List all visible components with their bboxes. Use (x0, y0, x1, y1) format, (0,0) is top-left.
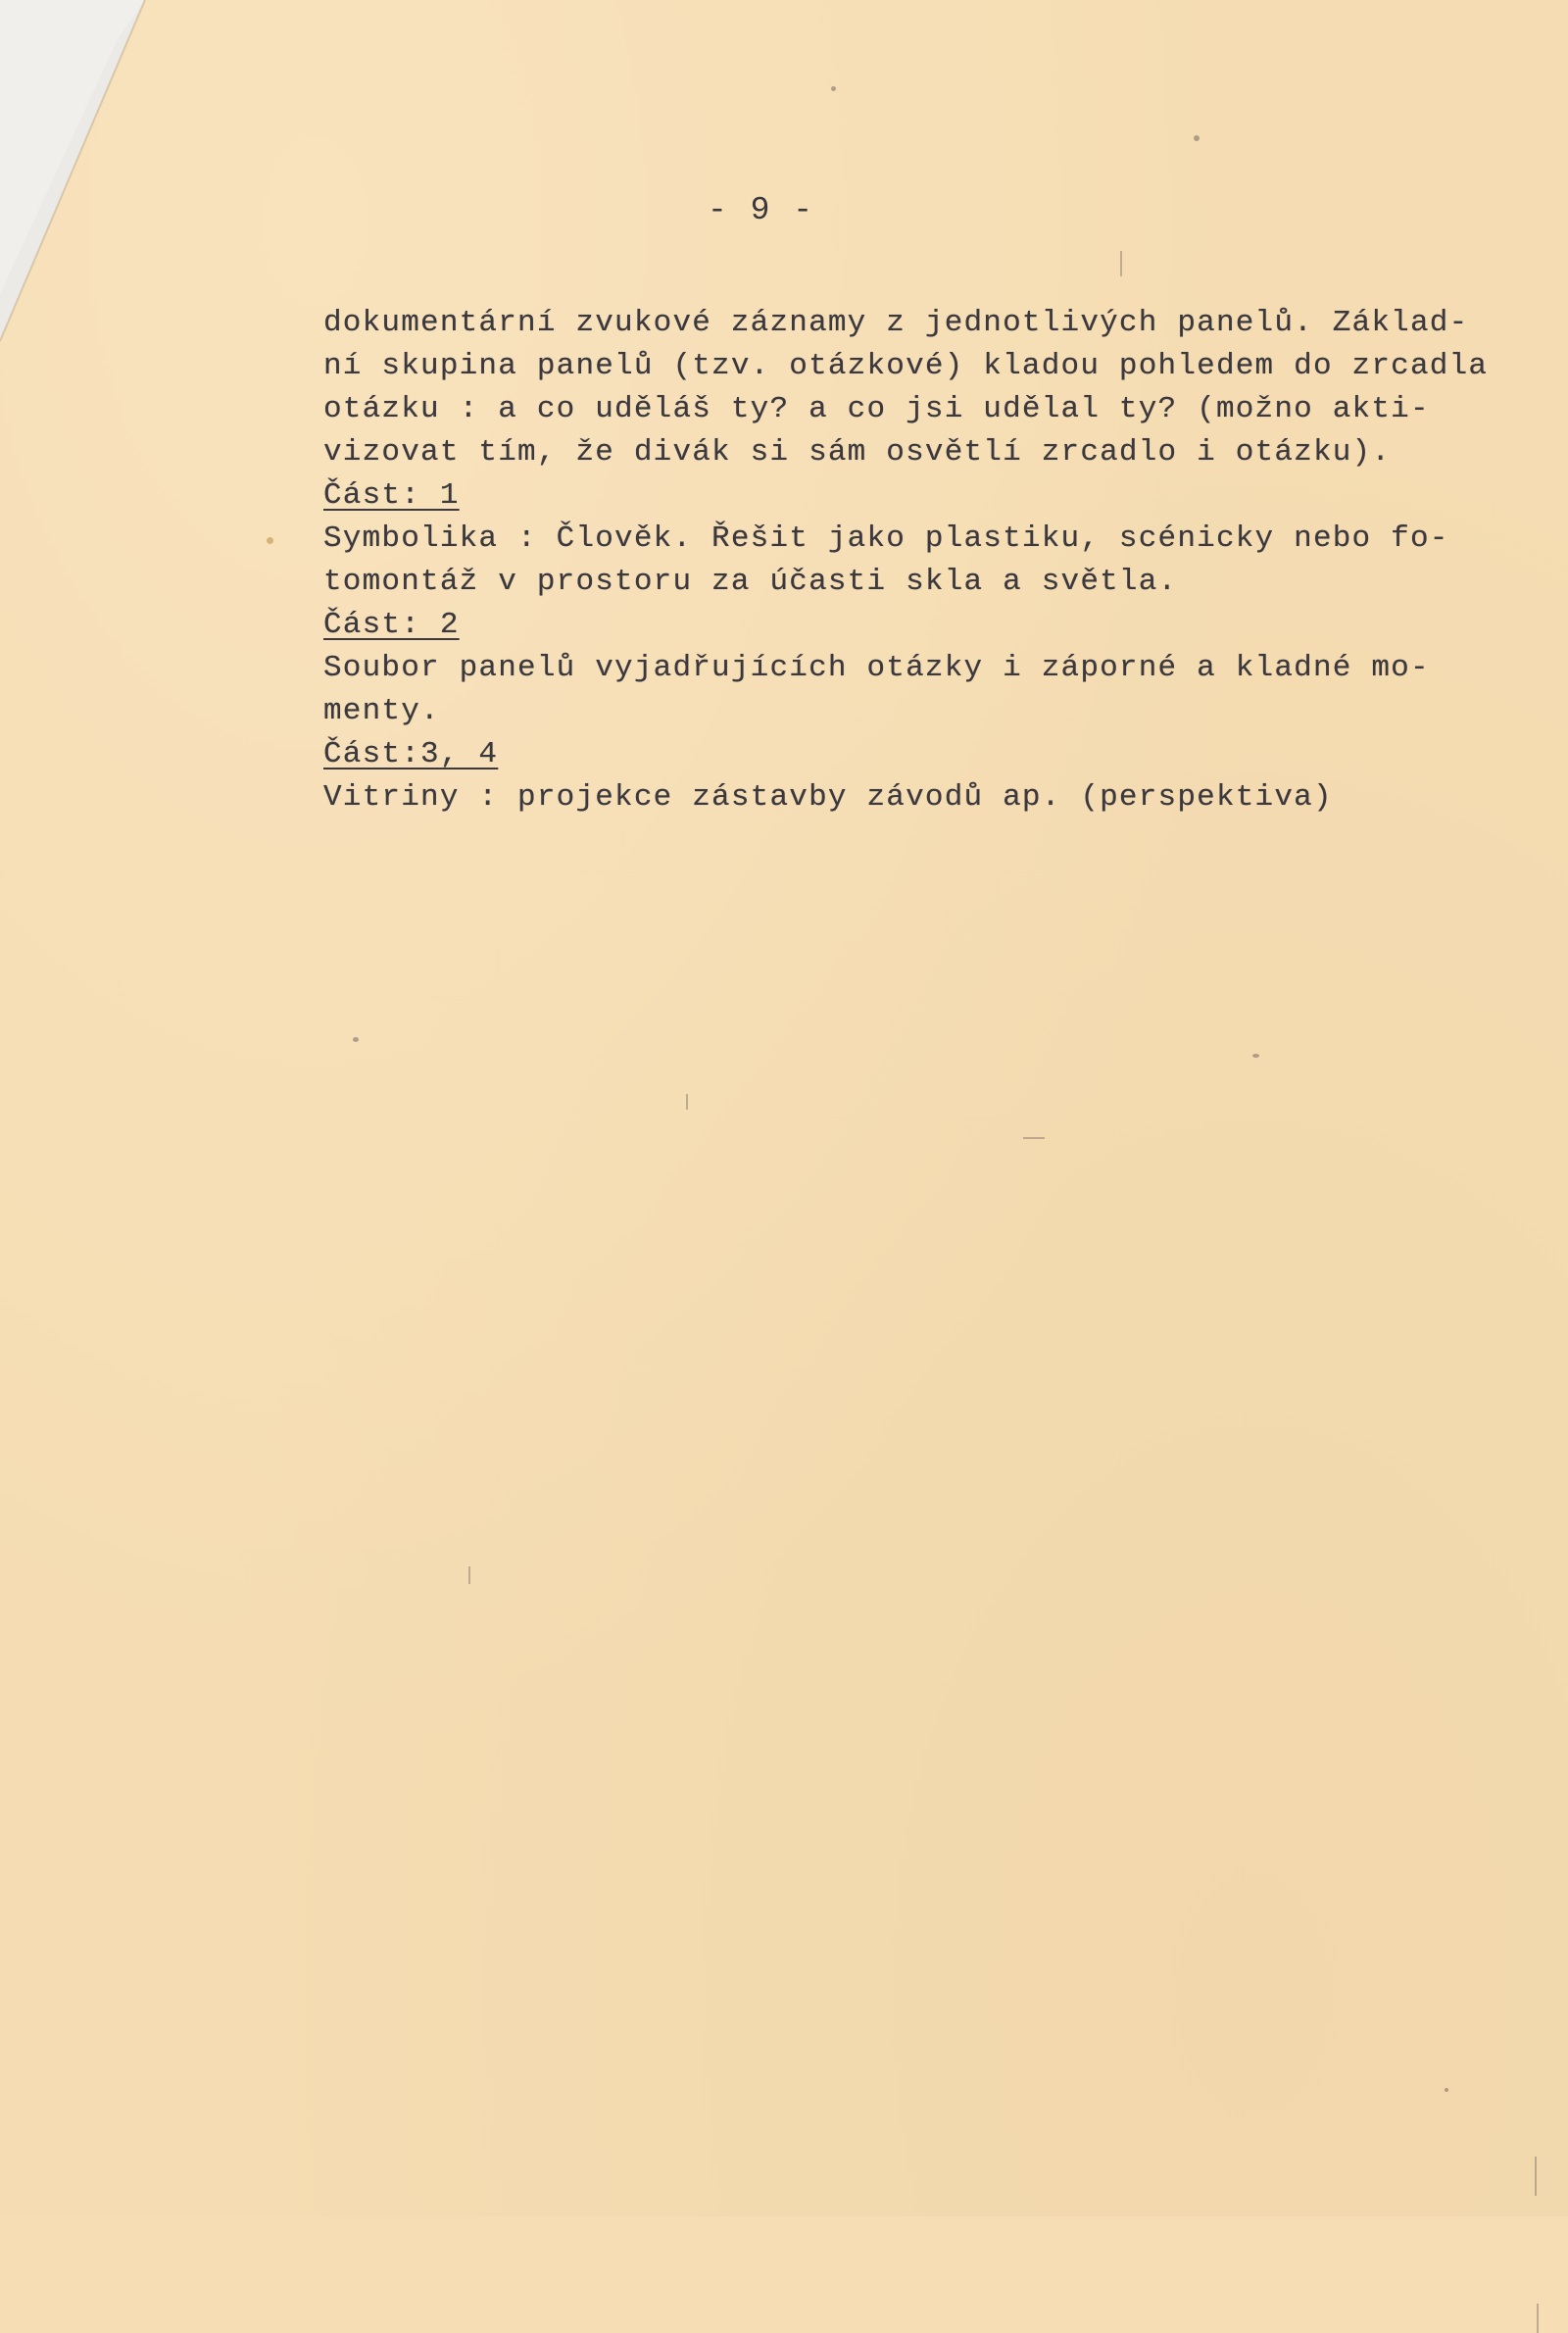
paper-speck (353, 1037, 359, 1042)
paper-scratch (1535, 2157, 1537, 2196)
text-line-2: ní skupina panelů (tzv. otázkové) kladou pohledem do zrcadla (323, 349, 1489, 383)
page-number: - 9 - (708, 192, 815, 228)
paper-scratch (1537, 2304, 1539, 2333)
section-heading-part-3-4: Část:3, 4 (323, 737, 499, 771)
text-line-7: tomontáž v prostoru za účasti skla a světla. (323, 565, 1178, 599)
paper-scratch (1120, 251, 1122, 276)
paper-speck (1252, 1054, 1259, 1058)
text-line-12: Vitriny : projekce zástavby závodů ap. (perspektiva) (323, 780, 1333, 815)
text-line-3: otázku : a co uděláš ty? a co jsi udělal ty? (možno akti- (323, 392, 1430, 426)
folded-corner-shape (0, 0, 157, 372)
typewritten-text-block (323, 302, 1489, 819)
section-heading-part-1: Část: 1 (323, 478, 460, 513)
text-line-6: Symbolika : Člověk. Řešit jako plastiku, scénicky nebo fo- (323, 521, 1449, 556)
paper-scratch (1023, 1137, 1045, 1139)
text-line-10: menty. (323, 694, 440, 728)
paper-scratch (686, 1094, 688, 1110)
paper-speck (1445, 2088, 1448, 2092)
paper-speck (267, 537, 273, 544)
text-line-1: dokumentární zvukové záznamy z jednotlivých panelů. Základ- (323, 306, 1469, 340)
paper-scratch (468, 1566, 470, 1584)
text-line-4: vizovat tím, že divák si sám osvětlí zrcadlo i otázku). (323, 435, 1392, 470)
paper-speck (831, 86, 836, 91)
section-heading-part-2: Část: 2 (323, 608, 460, 642)
text-line-9: Soubor panelů vyjadřujících otázky i záporné a kladné mo- (323, 651, 1430, 685)
paper-speck (1194, 135, 1200, 141)
